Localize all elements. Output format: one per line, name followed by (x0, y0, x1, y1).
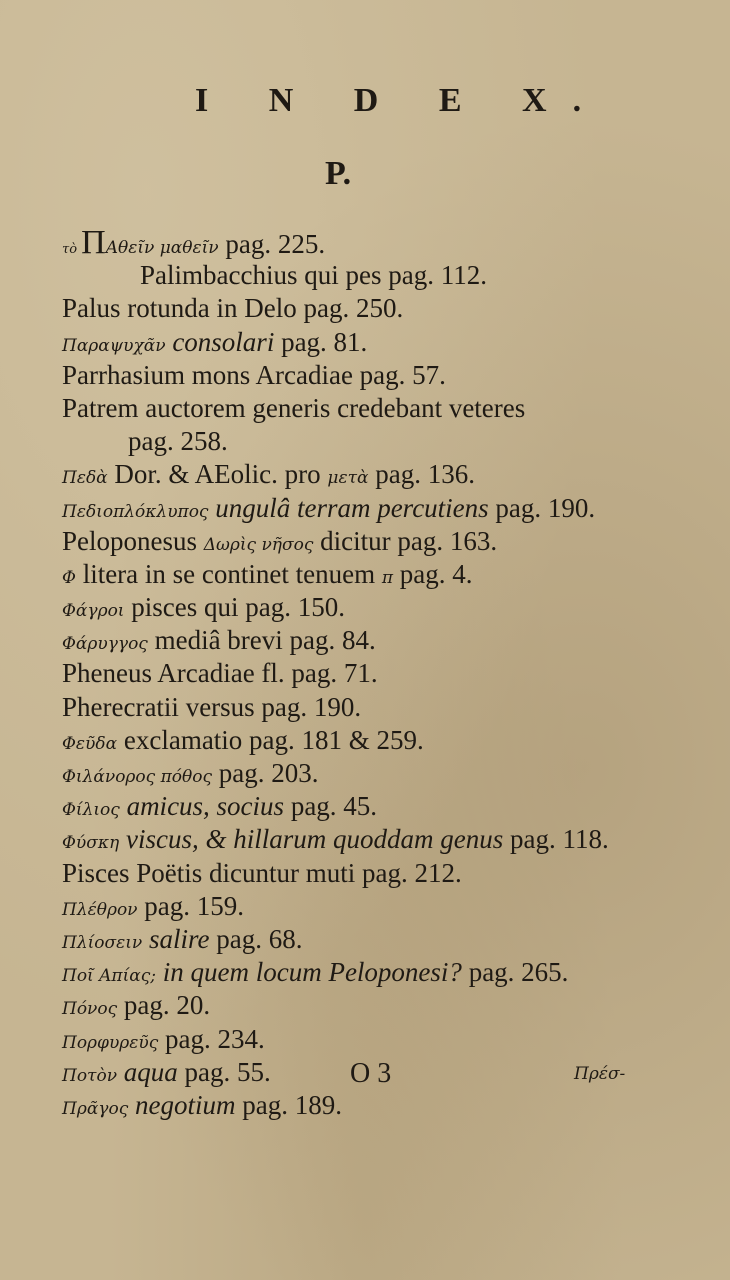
index-entry (62, 359, 642, 392)
latin-gloss: in quem locum Peloponesi? (155, 957, 462, 988)
index-entry (62, 458, 642, 491)
index-entry (62, 691, 642, 724)
entry-text: Pherecratii versus pag. 190. (62, 691, 362, 722)
greek-term: Πλέθρον (62, 899, 138, 920)
greek-term: Φ (62, 567, 76, 588)
greek-term-2: μετὰ (327, 468, 369, 489)
entry-text-2: pag. 136. (368, 459, 475, 490)
index-entry (62, 724, 642, 757)
greek-term: Αθεῖν μαθεῖν (105, 238, 219, 258)
entry-text: pag. 68. (209, 923, 303, 954)
entry-text: pag. 258. (128, 426, 228, 457)
latin-gloss: salire (142, 923, 210, 954)
index-entry-continuation (62, 425, 642, 458)
index-entry (62, 857, 642, 890)
entry-text: Pisces Poëtis dicuntur muti pag. 212. (62, 857, 462, 888)
latin-gloss: consolari (165, 326, 275, 357)
entry-text: pag. 190. (488, 492, 596, 523)
entry-text: Peloponesus (62, 525, 204, 556)
index-entry (62, 591, 642, 624)
index-entry (62, 492, 642, 525)
entry-text: exclamatio pag. 181 & 259. (117, 724, 424, 755)
entry-text: Parrhasium mons Arcadiae pag. 57. (62, 359, 446, 390)
greek-term: Φάρυγγος (62, 634, 148, 655)
latin-gloss: aqua (117, 1056, 178, 1087)
index-entry (62, 790, 642, 823)
entry-text: pag. 189. (235, 1089, 342, 1120)
latin-gloss: viscus, & hillarum quoddam genus (119, 824, 504, 855)
running-head: I N D E X. (195, 82, 608, 119)
entry-text: litera in se continet tenuem (75, 558, 382, 589)
entry-text-2: dicitur pag. 163. (313, 525, 498, 556)
greek-term: Πορφυρεῦς (62, 1032, 159, 1053)
index-entry (62, 890, 642, 923)
index-entry (62, 757, 642, 790)
greek-term: Ποῖ Απίας; (62, 966, 156, 987)
entry-text: pag. 234. (158, 1023, 265, 1054)
index-entries (62, 226, 642, 1122)
entry-text-2: pag. 4. (393, 558, 473, 589)
entry-text: pag. 203. (211, 758, 319, 788)
greek-initial: Π (81, 224, 106, 261)
index-entry (62, 823, 642, 856)
index-entry (62, 1023, 642, 1056)
greek-term: Παραψυχᾶν (62, 335, 166, 356)
greek-term: Πεδὰ (62, 468, 108, 489)
index-entry (62, 558, 642, 591)
signature-mark: O 3 (350, 1058, 392, 1089)
greek-term: Δωρὶς νῆσος (203, 534, 314, 555)
greek-term: Ποτὸν (62, 1065, 118, 1086)
greek-term: Πρᾶγος (62, 1098, 129, 1119)
greek-term: Φύσκη (62, 833, 120, 854)
entry-text: pag. 225. (218, 229, 326, 259)
index-entry (62, 624, 642, 657)
entry-text: Patrem auctorem generis credebant veteres (62, 392, 526, 423)
index-entry (62, 226, 642, 259)
index-entry (62, 956, 642, 989)
entry-text: Palimbacchius qui pes pag. 112. (140, 260, 487, 291)
index-entry (62, 923, 642, 956)
index-entry (62, 292, 642, 325)
entry-text: pag. 265. (461, 957, 569, 988)
entry-text: pag. 20. (117, 990, 211, 1021)
greek-term: Φιλάνορος πόθος (62, 767, 212, 787)
index-entry (62, 525, 642, 558)
latin-gloss: negotium (128, 1089, 236, 1120)
latin-gloss: ungulâ terram percutiens (208, 492, 489, 523)
latin-gloss: amicus, socius (119, 791, 285, 822)
greek-term: Πλίοσειν (62, 932, 143, 953)
entry-text: Palus rotunda in Delo pag. 250. (62, 293, 404, 324)
index-entry (62, 989, 642, 1022)
index-entry (62, 326, 642, 359)
entry-text: Pheneus Arcadiae fl. pag. 71. (62, 658, 378, 689)
entry-text: mediâ brevi pag. 84. (147, 625, 376, 656)
entry-text: pisces qui pag. 150. (124, 592, 345, 623)
section-letter: P. (325, 155, 352, 192)
index-entry (62, 259, 642, 292)
catchword: Πρέσ- (574, 1064, 626, 1084)
greek-term: Φάγροι (62, 601, 125, 622)
entry-text: Dor. & AEolic. pro (107, 459, 328, 490)
entry-text: pag. 159. (137, 890, 245, 921)
index-entry (62, 657, 642, 690)
entry-text: pag. 118. (503, 824, 609, 855)
entry-text: pag. 45. (284, 791, 378, 822)
entry-text: pag. 55. (177, 1056, 271, 1087)
index-entry (62, 392, 642, 425)
greek-term: Πεδιοπλόκλυπος (62, 501, 209, 522)
greek-term: Φίλιος (62, 800, 120, 821)
entry-text: pag. 81. (274, 326, 368, 357)
greek-term: Πόνος (62, 999, 118, 1020)
greek-term: Φεῦδα (62, 733, 118, 754)
greek-term-2: π (381, 567, 394, 588)
index-entry (62, 1089, 642, 1122)
greek-article: τὸ (62, 242, 82, 257)
